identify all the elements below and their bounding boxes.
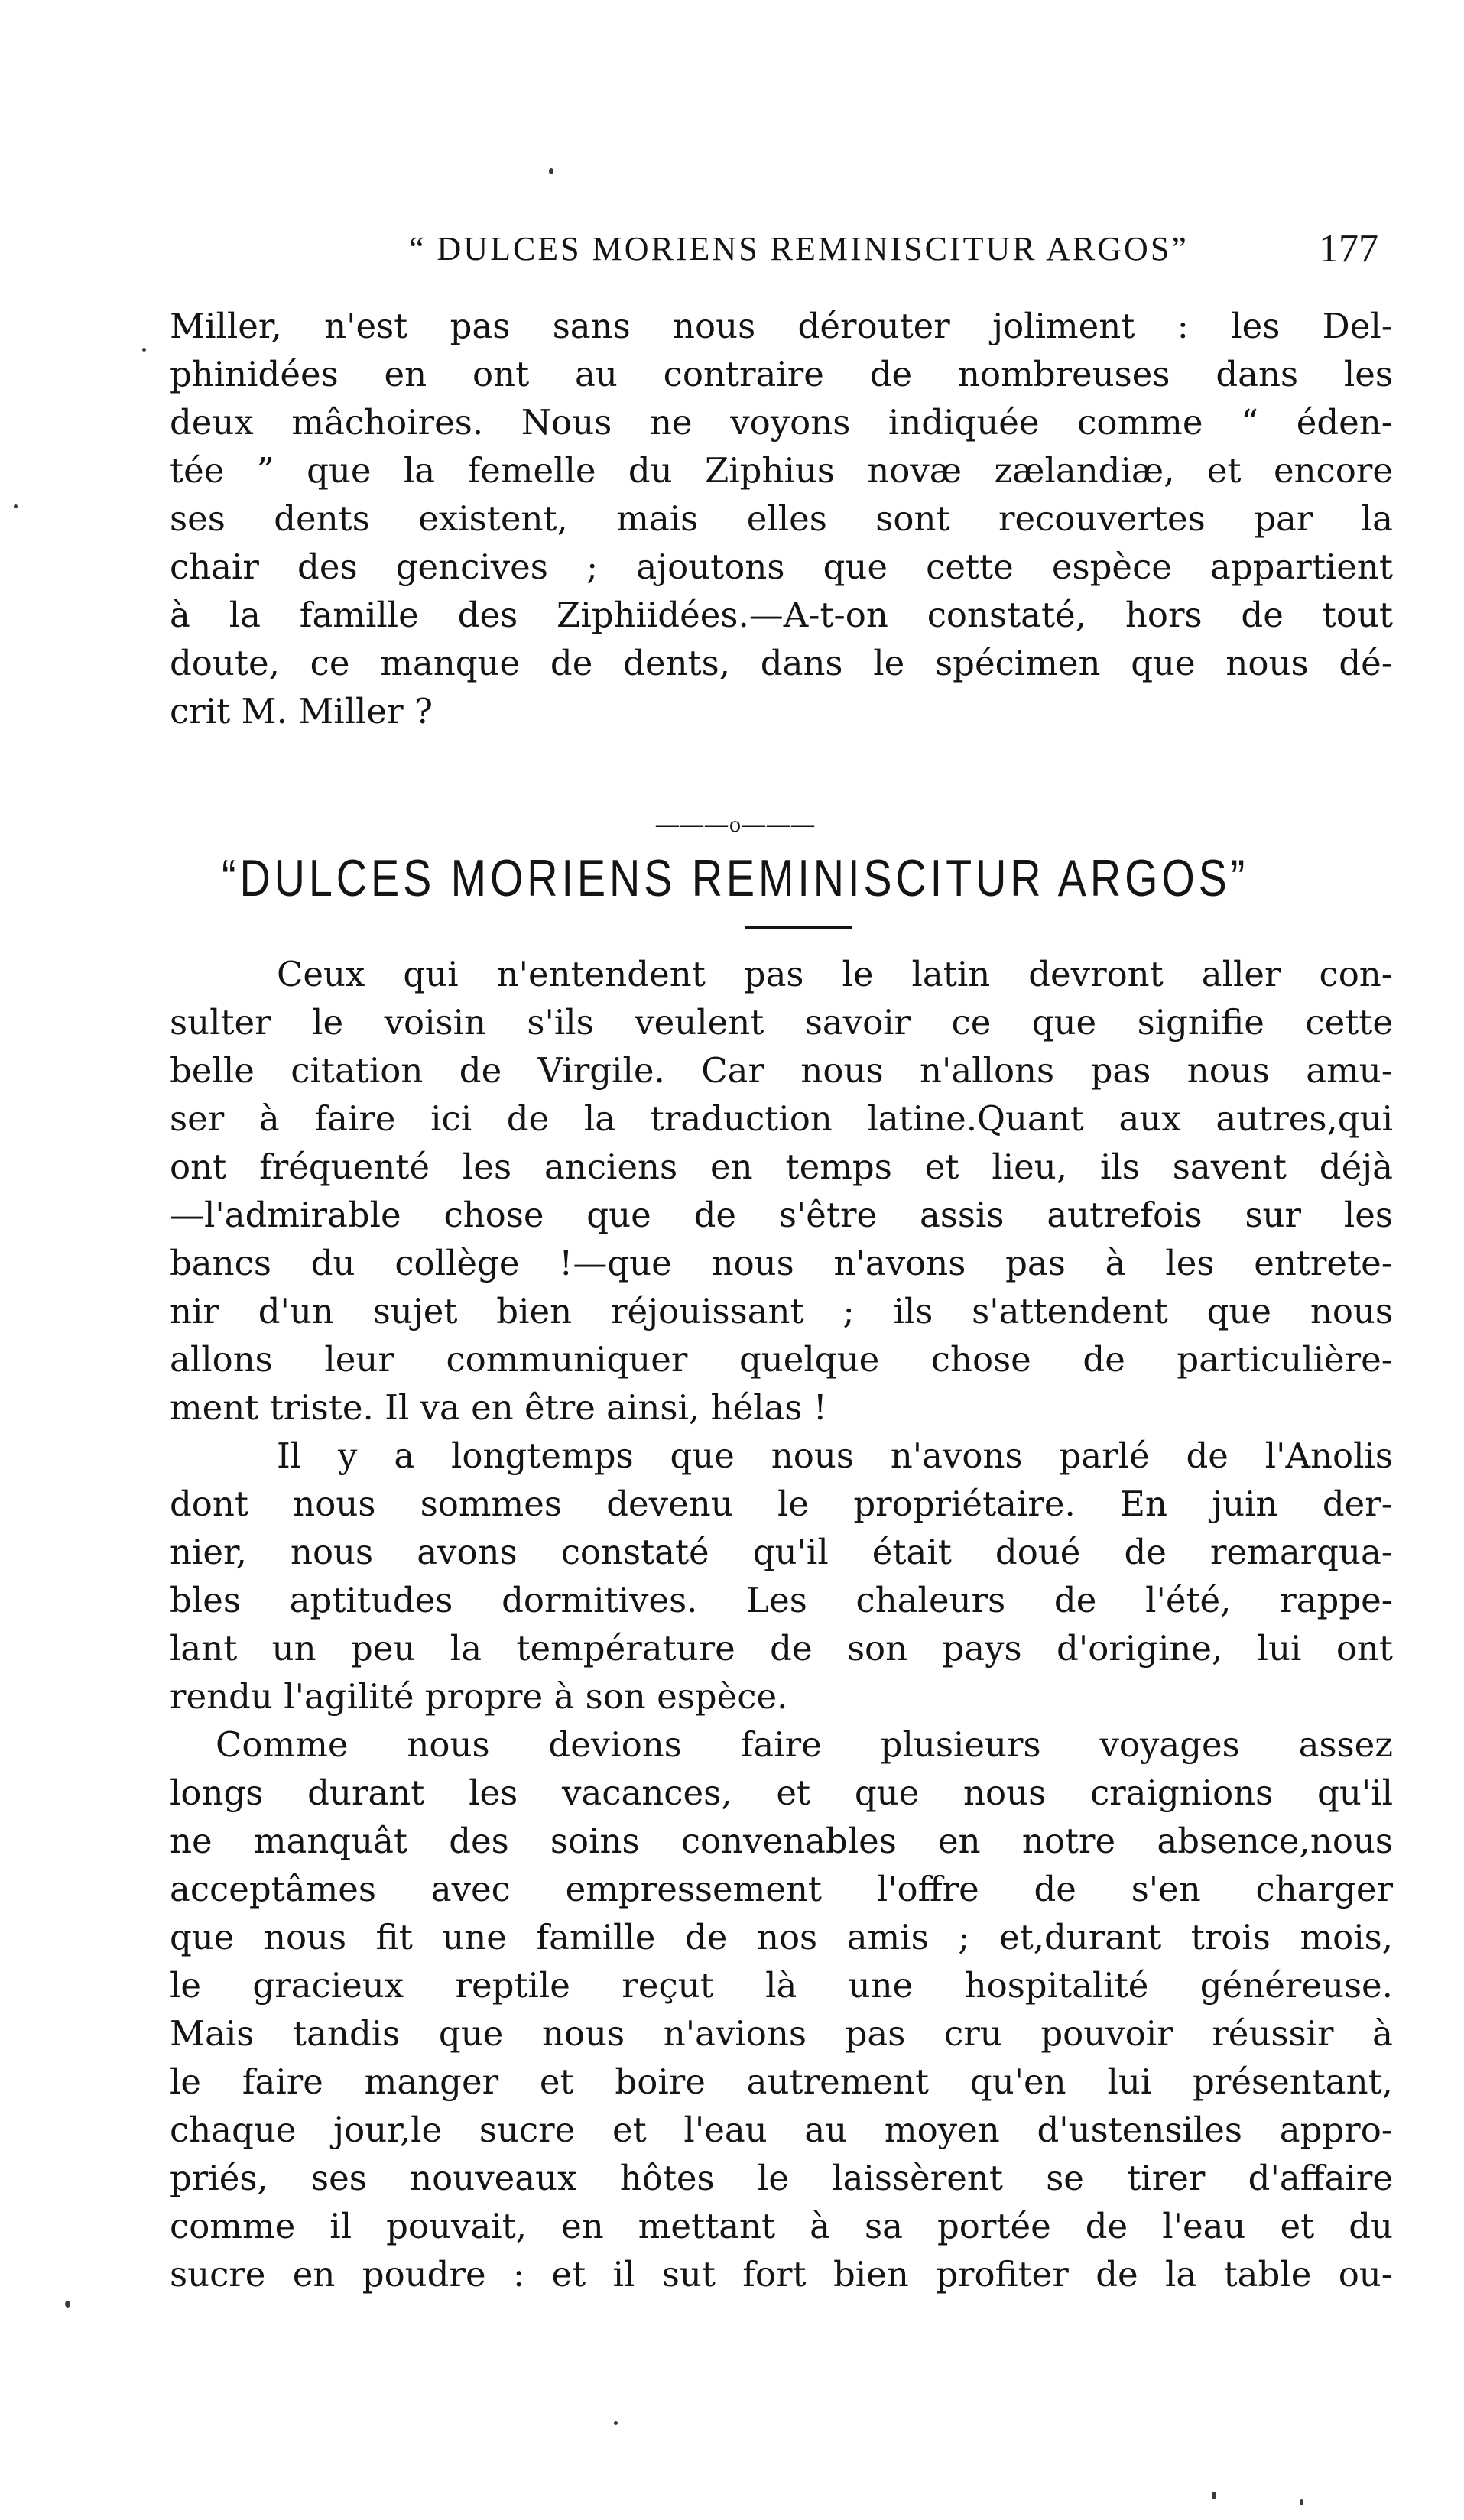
title-underline — [745, 926, 852, 929]
text-line: chair des gencives ; ajoutons que cette espèce appartient — [170, 546, 1393, 587]
text-line: Il y a longtemps que nous n'avons parlé de l'Anolis — [277, 1435, 1393, 1476]
text-line: —l'admirable chose que de s'être assis autrefois sur les — [170, 1195, 1393, 1235]
ink-speck — [614, 2421, 618, 2425]
text-line: que nous fit une famille de nos amis ; et,durant trois mois, — [170, 1917, 1393, 1957]
text-line: sucre en poudre : et il sut fort bien profiter de la table ou- — [170, 2254, 1393, 2295]
text-line: acceptâmes avec empressement l'offre de s'en charger — [170, 1869, 1393, 1909]
text-line: ne manquât des soins convenables en notre absence,nous — [170, 1821, 1393, 1861]
section-separator: ———o——— — [656, 812, 816, 837]
text-line: rendu l'agilité propre à son espèce. — [170, 1676, 788, 1717]
text-line: le faire manger et boire autrement qu'en lui présentant, — [170, 2061, 1393, 2102]
text-line: sulter le voisin s'ils veulent savoir ce que signifie cette — [170, 1002, 1393, 1043]
text-line: le gracieux reptile reçut là une hospitalité généreuse. — [170, 1965, 1393, 2006]
ink-speck — [142, 348, 146, 352]
text-line: comme il pouvait, en mettant à sa portée de l'eau et du — [170, 2206, 1393, 2246]
text-line: dont nous sommes devenu le propriétaire. En juin der- — [170, 1484, 1393, 1524]
article-body — [170, 950, 1393, 2298]
text-line: nir d'un sujet bien réjouissant ; ils s'attendent que nous — [170, 1291, 1393, 1331]
ink-speck — [1300, 2499, 1303, 2505]
text-line: longs durant les vacances, et que nous craignions qu'il — [170, 1772, 1393, 1813]
text-line: Comme nous devions faire plusieurs voyages assez — [216, 1724, 1393, 1765]
text-line: bancs du collège !—que nous n'avons pas à les entrete- — [170, 1243, 1393, 1283]
text-line: belle citation de Virgile. Car nous n'allons pas nous amu- — [170, 1050, 1393, 1091]
text-line: phinidées en ont au contraire de nombreuses dans les — [170, 354, 1393, 394]
text-line: Mais tandis que nous n'avions pas cru pouvoir réussir à — [170, 2013, 1393, 2054]
text-line: Miller, n'est pas sans nous dérouter joliment : les Del- — [170, 306, 1393, 346]
text-line: nier, nous avons constaté qu'il était doué de remarqua- — [170, 1532, 1393, 1572]
text-line: ment triste. Il va en être ainsi, hélas ! — [170, 1387, 827, 1428]
text-line: à la famille des Ziphiidées.—A-t-on constaté, hors de tout — [170, 595, 1393, 635]
text-line: chaque jour,le sucre et l'eau au moyen d'ustensiles appro- — [170, 2110, 1393, 2150]
text-line: crit M. Miller ? — [170, 691, 433, 731]
text-line: bles aptitudes dormitives. Les chaleurs de l'été, rappe- — [170, 1580, 1393, 1620]
text-line: ses dents existent, mais elles sont recouvertes par la — [170, 498, 1393, 539]
page-number: 177 — [1319, 227, 1378, 271]
ink-speck — [549, 168, 553, 174]
text-line: lant un peu la température de son pays d'origine, lui ont — [170, 1628, 1393, 1669]
text-line: deux mâchoires. Nous ne voyons indiquée comme “ éden- — [170, 402, 1393, 443]
ink-speck — [14, 504, 18, 508]
ink-speck — [65, 2301, 70, 2308]
text-line: priés, ses nouveaux hôtes le laissèrent se tirer d'affaire — [170, 2158, 1393, 2198]
text-line: tée ” que la femelle du Ziphius novæ zælandiæ, et encore — [170, 450, 1393, 491]
text-line: Ceux qui n'entendent pas le latin devront aller con- — [277, 954, 1393, 994]
text-line: allons leur communiquer quelque chose de particulière- — [170, 1339, 1393, 1380]
text-line: ser à faire ici de la traduction latine.Quant aux autres,qui — [170, 1098, 1393, 1139]
running-header: “ DULCES MORIENS REMINISCITUR ARGOS” — [409, 230, 1189, 268]
text-line: ont fréquenté les anciens en temps et lieu, ils savent déjà — [170, 1146, 1393, 1187]
text-line: doute, ce manque de dents, dans le spécimen que nous dé- — [170, 643, 1393, 683]
section-title: “DULCES MORIENS REMINISCITUR ARGOS” — [222, 849, 1249, 907]
continued-paragraph — [170, 302, 1393, 735]
ink-speck — [1212, 2492, 1216, 2499]
